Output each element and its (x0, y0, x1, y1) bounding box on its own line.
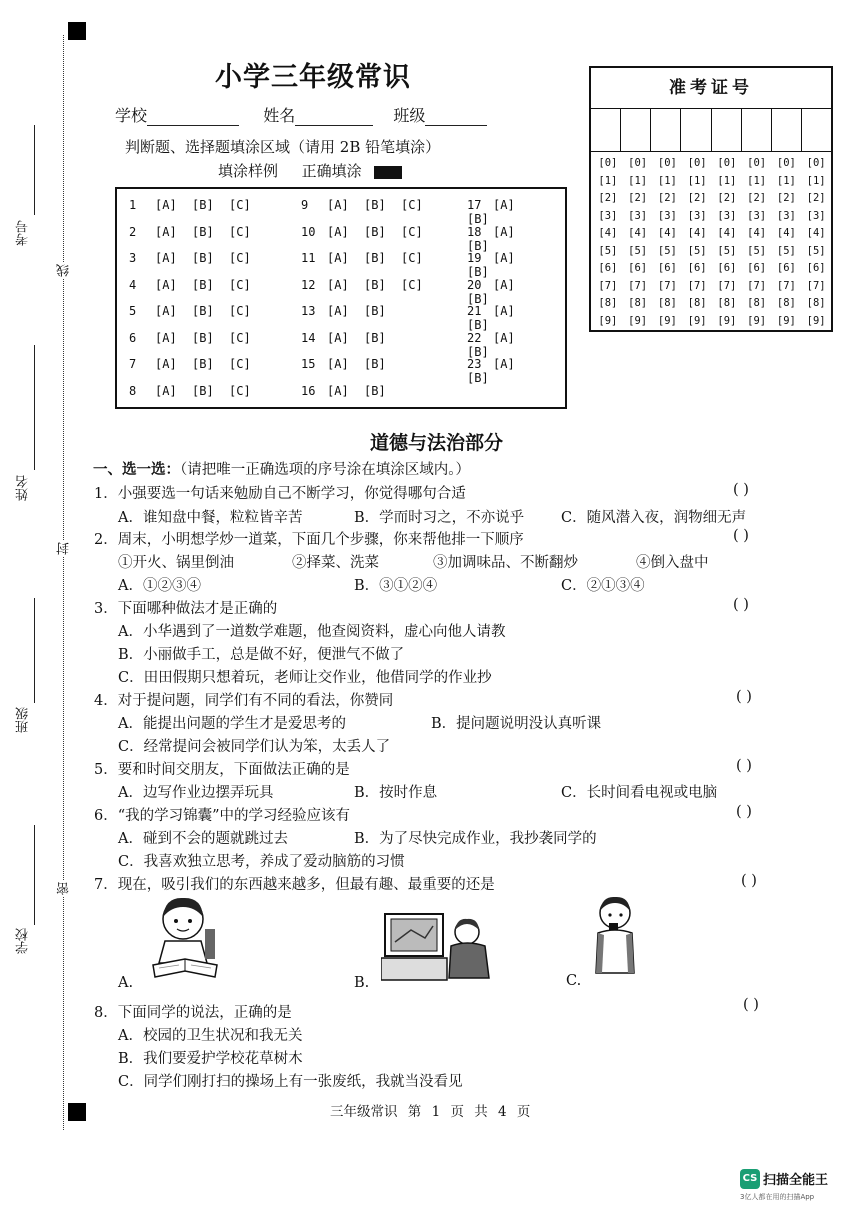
answer-row-number: 20 (467, 277, 482, 292)
exam-id-write-cells (591, 108, 831, 152)
answer-bubble[interactable]: [A] (327, 198, 349, 212)
exam-id-digit-bubble[interactable]: [2] (717, 192, 737, 204)
q7-answer-paren[interactable]: ( ) (741, 873, 757, 889)
answer-row (467, 225, 565, 253)
q7-option-b: B. (354, 975, 370, 991)
answer-bubble[interactable]: [B] (192, 251, 214, 265)
exam-id-digit-bubble[interactable]: [0] (806, 157, 826, 169)
exam-id-digit-bubble[interactable]: [2] (628, 192, 648, 204)
exam-id-digit-bubble[interactable]: [1] (687, 174, 707, 187)
section-title: 道德与法治部分 (370, 432, 504, 454)
answer-bubble[interactable]: [A] (155, 330, 177, 345)
exam-id-cell[interactable] (802, 108, 831, 151)
exam-id-digit-bubble[interactable]: [7] (776, 279, 796, 292)
answer-row-number: 15 (301, 357, 316, 371)
answer-bubble[interactable]: [B] (192, 224, 214, 239)
q2-step-4: ④倒入盘中 (636, 555, 709, 571)
answer-row-number: 16 (301, 383, 316, 398)
answer-bubble[interactable]: [A] (327, 383, 349, 398)
answer-row (467, 357, 565, 385)
sample-filled-box (374, 166, 402, 179)
side-field-class[interactable] (34, 598, 35, 703)
q2-stem: 2．周末，小明想学炒一道菜，下面几个步骤，你来帮他排一下顺序 (94, 532, 524, 548)
q1-option-b: B．学而时习之，不亦说乎 (354, 510, 525, 526)
answer-bubble[interactable]: [A] (493, 198, 515, 212)
q4-option-c: C．经常提问会被同学们认为笨，太丢人了 (118, 739, 391, 755)
answer-bubble[interactable]: [B] (364, 277, 386, 292)
side-label-class: 班级 (16, 707, 31, 733)
exam-id-digit-bubble[interactable]: [5] (687, 244, 707, 257)
answer-bubble[interactable]: [C] (229, 198, 251, 212)
answer-bubble[interactable]: [A] (327, 330, 349, 345)
exam-id-digit-bubble[interactable]: [7] (717, 279, 737, 292)
answer-bubble[interactable]: [B] (467, 212, 489, 226)
answer-bubble[interactable]: [C] (229, 304, 251, 318)
exam-id-digit-column (623, 155, 653, 330)
exam-id-digit-bubble[interactable]: [1] (747, 174, 767, 187)
answer-bubble[interactable]: [C] (401, 224, 423, 239)
q8-option-a: A．校园的卫生状况和我无关 (118, 1028, 303, 1044)
answer-bubble[interactable]: [B] (467, 344, 489, 359)
answer-bubble[interactable]: [B] (192, 383, 214, 398)
answer-bubble[interactable]: [C] (401, 198, 423, 212)
answer-row (301, 198, 438, 212)
answer-bubble[interactable]: [B] (364, 304, 386, 318)
scanner-badge-icon: CS (740, 1169, 760, 1189)
exam-id-digit-bubble[interactable]: [4] (717, 227, 737, 239)
exam-id-digit-bubble[interactable]: [7] (657, 279, 677, 292)
answer-bubble[interactable]: [A] (327, 251, 349, 265)
answer-row (129, 251, 266, 265)
answer-bubble[interactable]: [B] (192, 330, 214, 345)
side-label-name: 姓名 (16, 475, 31, 501)
exam-id-digit-bubble[interactable]: [8] (747, 297, 767, 309)
school-field[interactable] (147, 125, 239, 126)
exam-id-digit-grid (593, 155, 831, 330)
exam-id-digit-bubble[interactable]: [4] (657, 227, 677, 239)
exam-id-digit-bubble[interactable]: [7] (806, 279, 826, 292)
exam-id-digit-bubble[interactable]: [2] (598, 192, 618, 204)
exam-id-digit-bubble[interactable]: [3] (747, 209, 767, 222)
exam-id-digit-column (712, 155, 742, 330)
answer-bubble[interactable]: [B] (364, 330, 386, 345)
exam-id-cell[interactable] (591, 108, 621, 151)
answer-bubble[interactable]: [C] (229, 330, 251, 345)
part-number: 一、选一选： (93, 462, 180, 478)
exam-id-digit-bubble[interactable]: [9] (598, 314, 618, 327)
exam-id-cell[interactable] (621, 108, 651, 151)
exam-id-digit-bubble[interactable]: [6] (687, 262, 707, 274)
exam-id-digit-bubble[interactable]: [6] (747, 262, 767, 274)
q5-option-b: B．按时作息 (354, 785, 438, 801)
answer-row-number: 10 (301, 224, 316, 239)
side-field-school[interactable] (34, 825, 35, 925)
answer-row-number: 3 (129, 251, 137, 265)
answer-row (129, 357, 266, 371)
binding-line (63, 35, 64, 1130)
exam-id-digit-column (801, 155, 831, 330)
exam-id-digit-bubble[interactable]: [2] (806, 192, 826, 204)
fill-sample (218, 160, 402, 181)
answer-bubble[interactable]: [A] (493, 357, 515, 371)
exam-id-digit-bubble[interactable]: [6] (806, 262, 826, 274)
exam-id-digit-bubble[interactable]: [8] (776, 297, 796, 309)
answer-bubble[interactable]: [C] (229, 383, 251, 398)
answer-row-number: 1 (129, 198, 137, 212)
exam-id-digit-bubble[interactable]: [6] (598, 262, 618, 274)
q7-stem: 7．现在，吸引我们的东西越来越多，但最有趣、最重要的还是 (94, 877, 495, 893)
answer-row-number: 23 (467, 357, 482, 371)
exam-id-digit-bubble[interactable]: [4] (806, 227, 826, 239)
answer-bubble[interactable]: [A] (493, 251, 515, 265)
answer-bubble[interactable]: [C] (229, 224, 251, 239)
exam-id-digit-bubble[interactable]: [7] (747, 279, 767, 292)
answer-bubble[interactable]: [B] (364, 383, 386, 398)
answer-bubble[interactable]: [B] (192, 277, 214, 292)
q7-picture-c-phone (590, 893, 640, 975)
scanner-name: 扫描全能王 (763, 1173, 829, 1188)
answer-bubble[interactable]: [A] (155, 224, 177, 239)
exam-id-digit-bubble[interactable]: [0] (687, 157, 707, 169)
exam-id-digit-bubble[interactable]: [0] (598, 157, 618, 169)
answer-row (467, 304, 565, 332)
page-title: 小学三年级常识 (215, 62, 411, 93)
exam-id-digit-bubble[interactable]: [2] (776, 192, 796, 204)
answer-bubble[interactable]: [B] (192, 357, 214, 371)
exam-id-box (589, 66, 833, 332)
side-label-school: 学校 (16, 928, 31, 954)
answer-bubble[interactable]: [A] (493, 277, 515, 292)
answer-row (301, 331, 401, 345)
q6-stem: 6．“我的学习锦囊”中的学习经验应该有 (94, 808, 351, 824)
answer-row-number: 13 (301, 304, 316, 318)
answer-row-number: 14 (301, 330, 316, 345)
class-label: 班级 (393, 106, 426, 125)
binding-word-xian: 线 (57, 264, 72, 277)
answer-row (301, 384, 401, 398)
exam-id-digit-bubble[interactable]: [3] (717, 209, 737, 222)
exam-id-digit-bubble[interactable]: [1] (776, 174, 796, 187)
name-field[interactable] (295, 125, 373, 126)
q5-answer-paren[interactable]: ( ) (736, 758, 752, 774)
exam-id-digit-bubble[interactable]: [5] (747, 244, 767, 257)
name-label: 姓名 (263, 106, 296, 125)
q6-option-a: A．碰到不会的题就跳过去 (118, 831, 288, 847)
answer-row (467, 278, 565, 306)
q5-option-a: A．边写作业边摆弄玩具 (118, 785, 274, 801)
exam-id-digit-bubble[interactable]: [0] (776, 157, 796, 169)
answer-bubble[interactable]: [A] (155, 277, 177, 292)
q4-option-a: A．能提出问题的学生才是爱思考的 (118, 716, 346, 732)
q4-option-b: B．提问题说明没认真听课 (431, 716, 602, 732)
exam-id-title: 准考证号 (591, 68, 831, 109)
answer-row (129, 198, 266, 212)
answer-row-number: 17 (467, 198, 482, 212)
q8-answer-paren[interactable]: ( ) (743, 997, 759, 1013)
answer-bubble[interactable]: [A] (155, 198, 177, 212)
exam-id-digit-bubble[interactable]: [8] (717, 297, 737, 309)
scanner-tagline: 3亿人都在用的扫描App (740, 1193, 815, 1201)
q4-stem: 4．对于提问题，同学们有不同的看法，你赞同 (94, 693, 394, 709)
exam-id-digit-bubble[interactable]: [5] (806, 244, 826, 257)
exam-id-digit-bubble[interactable]: [8] (806, 297, 826, 309)
answer-bubble[interactable]: [A] (327, 277, 349, 292)
q2-step-3: ③加调味品、不断翻炒 (433, 555, 578, 571)
exam-id-digit-bubble[interactable]: [6] (628, 262, 648, 274)
sample-correct-label: 正确填涂 (301, 162, 362, 180)
exam-id-digit-bubble[interactable]: [2] (687, 192, 707, 204)
answer-bubble[interactable]: [A] (493, 330, 515, 345)
exam-id-digit-bubble[interactable]: [9] (806, 314, 826, 327)
sample-label: 填涂样例 (218, 162, 279, 180)
answer-bubble[interactable]: [B] (364, 357, 386, 371)
exam-id-digit-bubble[interactable]: [3] (598, 209, 618, 222)
answer-row (301, 304, 401, 318)
q5-stem: 5．要和时间交朋友，下面做法正确的是 (94, 762, 350, 778)
answer-bubble[interactable]: [C] (229, 277, 251, 292)
binding-word-feng: 封 (57, 542, 72, 555)
exam-id-digit-bubble[interactable]: [2] (657, 192, 677, 204)
answer-sheet (115, 187, 567, 409)
q2-option-c: C．②①③④ (561, 578, 645, 594)
answer-bubble[interactable]: [B] (192, 198, 214, 212)
exam-id-digit-bubble[interactable]: [2] (747, 192, 767, 204)
side-field-name[interactable] (34, 345, 35, 470)
exam-id-digit-bubble[interactable]: [1] (806, 174, 826, 187)
class-field[interactable] (425, 125, 487, 126)
exam-id-digit-column (593, 155, 623, 330)
exam-id-digit-bubble[interactable]: [8] (628, 297, 648, 309)
answer-bubble[interactable]: [B] (364, 198, 386, 212)
page-footer: 三年级常识 第 1 页 共 4 页 (330, 1104, 531, 1120)
answer-row-number: 5 (129, 304, 137, 318)
q3-option-a: A．小华遇到了一道数学难题，他查阅资料，虚心向他人请教 (118, 624, 506, 640)
q8-option-c: C．同学们刚打扫的操场上有一张废纸，我就当没看见 (118, 1074, 463, 1090)
answer-row-number: 19 (467, 251, 482, 265)
q1-answer-paren[interactable]: ( ) (733, 482, 749, 498)
registration-mark-top (68, 22, 86, 40)
answer-row (301, 278, 438, 292)
exam-id-digit-bubble[interactable]: [4] (598, 227, 618, 239)
exam-id-digit-bubble[interactable]: [9] (687, 314, 707, 327)
answer-row-number: 18 (467, 224, 482, 239)
exam-id-digit-bubble[interactable]: [9] (776, 314, 796, 327)
answer-row-number: 11 (301, 251, 316, 265)
scanner-logo (740, 1168, 829, 1201)
answer-bubble[interactable]: [B] (467, 291, 489, 306)
student-info-row (115, 103, 487, 126)
exam-id-digit-bubble[interactable]: [0] (747, 157, 767, 169)
answer-row-number: 6 (129, 330, 137, 345)
exam-id-digit-bubble[interactable]: [4] (776, 227, 796, 239)
exam-id-digit-bubble[interactable]: [1] (657, 174, 677, 187)
exam-id-digit-bubble[interactable]: [5] (628, 244, 648, 257)
exam-id-digit-bubble[interactable]: [8] (657, 297, 677, 309)
exam-id-digit-bubble[interactable]: [7] (687, 279, 707, 292)
answer-row-number: 2 (129, 224, 137, 239)
answer-row (301, 225, 438, 239)
answer-bubble[interactable]: [C] (229, 251, 251, 265)
exam-id-digit-bubble[interactable]: [9] (747, 314, 767, 327)
answer-bubble[interactable]: [C] (401, 277, 423, 292)
answer-bubble[interactable]: [A] (327, 357, 349, 371)
exam-id-digit-column (682, 155, 712, 330)
exam-id-cell[interactable] (651, 108, 681, 151)
binding-word-mi: 密 (57, 882, 72, 895)
q8-option-b: B．我们要爱护学校花草树木 (118, 1051, 303, 1067)
q2-option-a: A．①②③④ (118, 578, 201, 594)
exam-id-digit-column (742, 155, 772, 330)
q2-option-b: B．③①②④ (354, 578, 438, 594)
q7-picture-a-girl-reading (145, 893, 223, 981)
answer-row (129, 225, 266, 239)
exam-id-digit-bubble[interactable]: [7] (598, 279, 618, 292)
answer-row-number: 21 (467, 304, 482, 318)
answer-bubble[interactable]: [A] (155, 304, 177, 318)
exam-id-digit-bubble[interactable]: [6] (657, 262, 677, 274)
exam-id-cell[interactable] (712, 108, 742, 151)
exam-id-digit-bubble[interactable]: [9] (628, 314, 648, 327)
answer-bubble[interactable]: [A] (493, 224, 515, 239)
exam-id-digit-column (772, 155, 802, 330)
answer-bubble[interactable]: [A] (155, 251, 177, 265)
exam-id-digit-bubble[interactable]: [1] (598, 174, 618, 187)
answer-row (129, 384, 266, 398)
answer-row (129, 304, 266, 318)
answer-row (129, 331, 266, 345)
exam-id-digit-bubble[interactable]: [1] (717, 174, 737, 187)
q3-stem: 3．下面哪种做法才是正确的 (94, 601, 278, 617)
q3-option-c: C．田田假期只想着玩，老师让交作业，他借同学的作业抄 (118, 670, 492, 686)
exam-id-digit-bubble[interactable]: [4] (628, 227, 648, 239)
answer-bubble[interactable]: [B] (467, 265, 489, 279)
answer-row (301, 357, 401, 371)
exam-id-digit-bubble[interactable]: [7] (628, 279, 648, 292)
answer-row-number: 7 (129, 357, 137, 371)
exam-id-digit-bubble[interactable]: [6] (776, 262, 796, 274)
exam-id-digit-bubble[interactable]: [8] (598, 297, 618, 309)
exam-id-cell[interactable] (742, 108, 772, 151)
q7-option-a: A. (118, 975, 134, 991)
exam-id-digit-bubble[interactable]: [3] (657, 209, 677, 222)
answer-bubble[interactable]: [A] (327, 304, 349, 318)
fill-instruction: 判断题、选择题填涂区域（请用 2B 铅笔填涂） (125, 138, 441, 156)
q1-option-c: C．随风潜入夜，润物细无声 (561, 510, 747, 526)
answer-bubble[interactable]: [B] (467, 318, 489, 332)
answer-row (301, 251, 438, 265)
exam-id-digit-column (653, 155, 683, 330)
answer-bubble[interactable]: [A] (493, 304, 515, 318)
exam-id-digit-bubble[interactable]: [6] (717, 262, 737, 274)
answer-bubble[interactable]: [C] (401, 251, 423, 265)
answer-row (129, 278, 266, 292)
exam-id-digit-bubble[interactable]: [5] (657, 244, 677, 257)
q3-answer-paren[interactable]: ( ) (733, 597, 749, 613)
q2-step-1: ①开火、锅里倒油 (118, 555, 234, 571)
part-instruction: （请把唯一正确选项的序号涂在填涂区域内。） (180, 462, 470, 478)
q1-stem: 1．小强要选一句话来勉励自己不断学习，你觉得哪句合适 (94, 486, 466, 502)
answer-bubble[interactable]: [C] (229, 357, 251, 371)
q4-answer-paren[interactable]: ( ) (736, 689, 752, 705)
answer-bubble[interactable]: [B] (467, 371, 489, 385)
exam-id-digit-bubble[interactable]: [5] (776, 244, 796, 257)
q6-option-b: B．为了尽快完成作业，我抄袭同学的 (354, 831, 597, 847)
answer-row-number: 12 (301, 277, 316, 292)
answer-bubble[interactable]: [A] (327, 224, 349, 239)
answer-row (467, 251, 565, 279)
exam-id-cell[interactable] (772, 108, 802, 151)
q7-option-c: C. (566, 973, 582, 989)
answer-row (467, 198, 565, 226)
exam-id-digit-bubble[interactable]: [5] (598, 244, 618, 257)
exam-id-digit-bubble[interactable]: [9] (657, 314, 677, 327)
registration-mark-bottom (68, 1103, 86, 1121)
answer-bubble[interactable]: [B] (364, 224, 386, 239)
q2-answer-paren[interactable]: ( ) (733, 528, 749, 544)
exam-id-digit-bubble[interactable]: [9] (717, 314, 737, 327)
q2-step-2: ②择菜、洗菜 (292, 555, 379, 571)
exam-id-digit-bubble[interactable]: [3] (806, 209, 826, 222)
q6-answer-paren[interactable]: ( ) (736, 804, 752, 820)
exam-id-digit-bubble[interactable]: [0] (717, 157, 737, 169)
answer-bubble[interactable]: [B] (467, 238, 489, 253)
exam-id-digit-bubble[interactable]: [8] (687, 297, 707, 309)
answer-bubble[interactable]: [A] (155, 383, 177, 398)
exam-id-digit-bubble[interactable]: [1] (628, 174, 648, 187)
answer-bubble[interactable]: [A] (155, 357, 177, 371)
exam-id-digit-bubble[interactable]: [0] (628, 157, 648, 169)
answer-row (467, 331, 565, 359)
school-label: 学校 (115, 106, 148, 125)
exam-id-digit-bubble[interactable]: [0] (657, 157, 677, 169)
q8-stem: 8．下面同学的说法，正确的是 (94, 1005, 292, 1021)
exam-id-digit-bubble[interactable]: [5] (717, 244, 737, 257)
exam-id-digit-bubble[interactable]: [3] (687, 209, 707, 222)
side-field-exam-no[interactable] (34, 125, 35, 215)
q7-picture-b-tv (381, 912, 493, 984)
exam-id-digit-bubble[interactable]: [3] (628, 209, 648, 222)
answer-row-number: 9 (301, 198, 309, 212)
answer-row-number: 22 (467, 330, 482, 345)
answer-bubble[interactable]: [B] (364, 251, 386, 265)
exam-id-cell[interactable] (681, 108, 711, 151)
answer-row-number: 8 (129, 383, 137, 398)
part-heading (93, 458, 470, 479)
exam-id-digit-bubble[interactable]: [4] (687, 227, 707, 239)
side-label-exam-no: 考号 (16, 220, 31, 246)
answer-row-number: 4 (129, 277, 137, 292)
q5-option-c: C．长时间看电视或电脑 (561, 785, 718, 801)
answer-bubble[interactable]: [B] (192, 304, 214, 318)
q1-option-a: A．谁知盘中餐，粒粒皆辛苦 (118, 510, 303, 526)
exam-id-digit-bubble[interactable]: [3] (776, 209, 796, 222)
q3-option-b: B．小丽做手工，总是做不好，便泄气不做了 (118, 647, 405, 663)
q6-option-c: C．我喜欢独立思考，养成了爱动脑筋的习惯 (118, 854, 405, 870)
exam-id-digit-bubble[interactable]: [4] (747, 227, 767, 239)
